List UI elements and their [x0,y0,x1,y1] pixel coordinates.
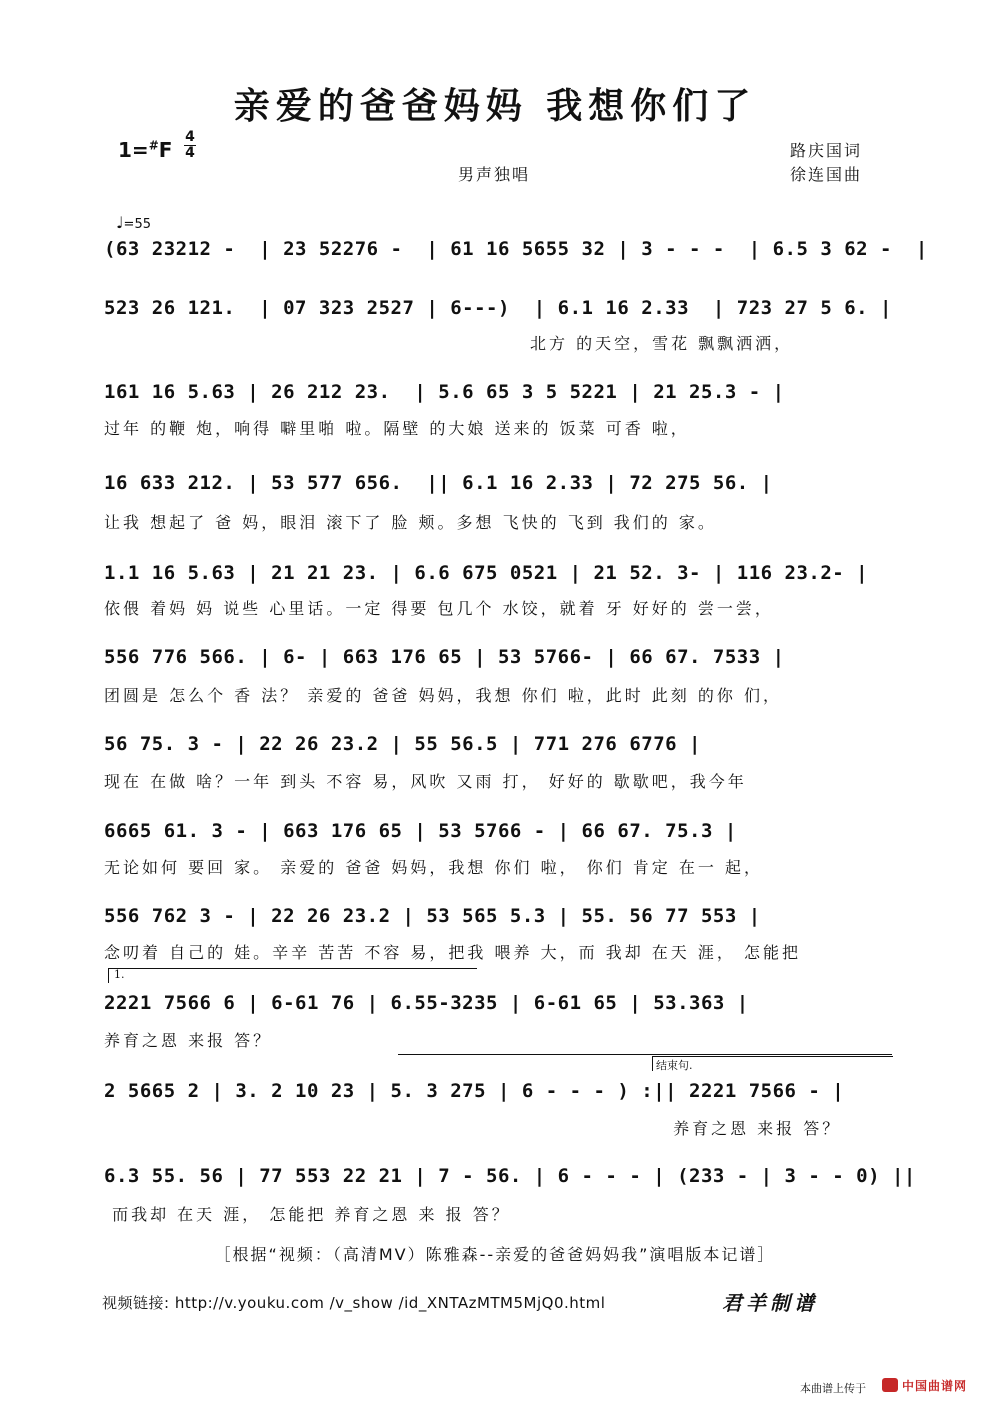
system-5-lyrics: 依偎 着妈 妈 说些 心里话。一定 得要 包几个 水饺，就着 牙 好好的 尝一尝， [104,599,774,618]
tempo-value: =55 [123,217,151,232]
system-5-notes: 1.1 16 5.63 | 21 21 23. | 6.6 675 0521 | 21 52. 3- | 116 23.2- | [104,562,869,584]
system-11-notes: 2 5665 2 | 3. 2 10 23 | 5. 3 275 | 6 - - - ) :|| 2221 7566 - | [104,1080,845,1102]
site-logo[interactable] [882,1377,978,1393]
key-note: F [158,138,173,162]
time-signature [184,130,196,161]
source-note: ［根据“视频：（高清MV）陈雅森--亲爱的爸爸妈妈我”演唱版本记谱］ [214,1245,776,1264]
video-link[interactable]: 视频链接: http://v.youku.com /v_show /id_XNTAzMTM5MjQ0.html [102,1294,606,1312]
upload-text: 本曲谱上传于 [800,1382,866,1395]
system-9-notes: 556 762 3 - | 22 26 23.2 | 53 565 5.3 | 55. 56 77 553 | [104,905,761,927]
first-ending-label: 1. [114,968,125,981]
composer-credit: 徐连国曲 [790,165,863,184]
quarter-note-icon: ♩ [116,213,124,232]
system-3-notes: 161 16 5.63 | 26 212 23. | 5.6 65 3 5 5221 | 21 25.3 - | [104,381,785,403]
performance-type: 男声独唱 [458,165,531,184]
sharp-sign: # [148,138,159,153]
system-9-lyrics: 念叨着 自己的 娃。辛辛 苦苦 不容 易，把我 喂养 大，而 我却 在天 涯， 怎能把 [104,943,801,962]
site-logo-icon [882,1378,898,1392]
system-7-notes: 56 75. 3 - | 22 26 23.2 | 55 56.5 | 771 276 6776 | [104,733,701,755]
system-7-lyrics: 现在 在做 啥？一年 到头 不容 易，风吹 又雨 打， 好好的 歇歇吧，我今年 [104,772,747,791]
system-10-notes: 2221 7566 6 | 6-61 76 | 6.55-3235 | 6-61 65 | 53.363 | [104,992,749,1014]
site-logo-text: 中国曲谱网 [902,1379,968,1393]
system-11-lyrics: 养育之恩 来报 答？ [665,1119,842,1138]
key-signature [118,138,172,162]
system-8-notes: 6665 61. 3 - | 663 176 65 | 53 5766 - | 66 67. 75.3 | [104,820,737,842]
system-6-lyrics: 团圆是 怎么个 香 法？ 亲爱的 爸爸 妈妈，我想 你们 啦，此时 此刻 的你 们， [104,686,782,705]
system-4-notes: 16 633 212. | 53 577 656. || 6.1 16 2.33 | 72 275 56. | [104,472,773,494]
transcriber-signature: 君羊制谱 [722,1291,818,1315]
first-ending-bracket [108,968,477,983]
system-10-lyrics: 养育之恩 来报 答？ [104,1031,273,1050]
system-12-notes: 6.3 55. 56 | 77 553 22 21 | 7 - 56. | 6 - - - | (233 - | 3 - - 0) || [104,1165,916,1187]
time-signature-top: 4 [185,129,195,145]
system-12-lyrics: 而我却 在天 涯， 怎能把 养育之恩 来 报 答？ [104,1205,511,1224]
time-signature-bottom: 4 [185,145,195,161]
system-4-lyrics: 让我 想起了 爸 妈，眼泪 滚下了 脸 颊。多想 飞快的 飞到 我们的 家。 [104,513,717,532]
system-2-notes: 523 26 121. | 07 323 2527 | 6---) | 6.1 16 2.33 | 723 27 5 6. | [104,297,892,319]
final-ending-label: 结束句. [656,1059,693,1072]
system-8-lyrics: 无论如何 要回 家。 亲爱的 爸爸 妈妈，我想 你们 啦， 你们 肯定 在一 起， [104,858,763,877]
key-label: 1= [118,138,149,162]
system-3-lyrics: 过年 的鞭 炮，响得 噼里啪 啦。隔壁 的大娘 送来的 饭菜 可香 啦， [104,419,690,438]
lyricist-credit: 路庆国词 [790,141,863,160]
system-6-notes: 556 776 566. | 6- | 663 176 65 | 53 5766- | 66 67. 7533 | [104,646,785,668]
system-2-lyrics: 北方 的天空，雪花 飘飘洒洒， [530,334,794,353]
system-1-notes: (63 23212 - | 23 52276 - | 61 16 5655 32 | 3 - - - | 6.5 3 62 - | [104,238,928,260]
score-title: 亲爱的爸爸妈妈 我想你们了 [233,85,757,127]
tempo-marking [116,213,151,232]
